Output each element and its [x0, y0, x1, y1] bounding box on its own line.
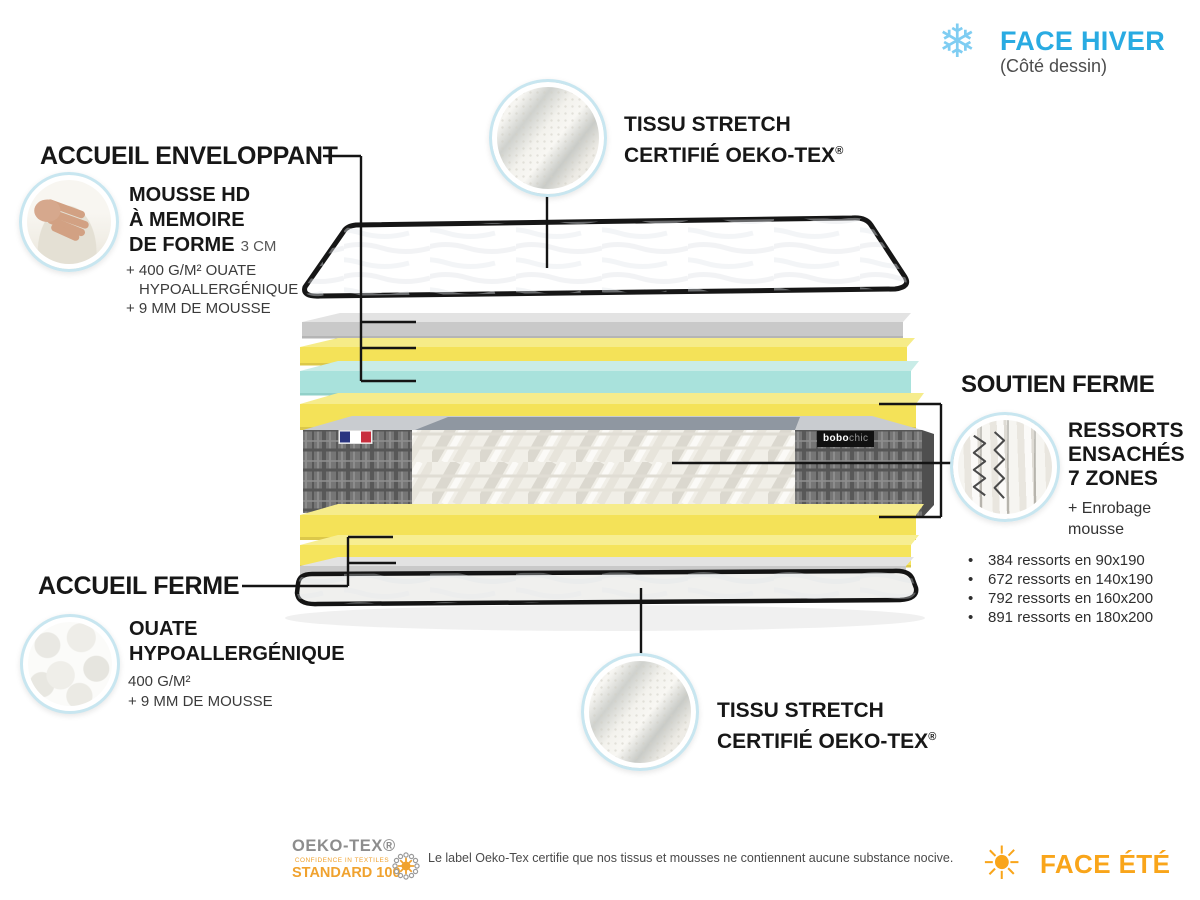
oeko-tex-logo: [292, 837, 401, 881]
ouate-line-2: HYPOALLERGÉNIQUE: [129, 643, 345, 665]
bobochic-brand-label: [817, 431, 874, 447]
ouate-name: [129, 617, 345, 667]
ressorts-line-2: ENSACHÉS: [1068, 443, 1185, 466]
ressorts-size-list: [962, 551, 1153, 627]
mousse-hd-name: [129, 183, 276, 259]
stack-shadow: [285, 605, 925, 631]
tissu-line-1: TISSU STRETCH: [624, 113, 791, 136]
ressorts-line-1: RESSORTS: [1068, 419, 1184, 442]
enrobage-details: [1068, 498, 1151, 540]
detail-line: HYPOALLERGÉNIQUE: [139, 281, 299, 298]
face-hiver-subtitle: (Côté dessin): [1000, 56, 1108, 76]
stretch-fabric-photo-top: [489, 79, 607, 197]
oeko-tex-standard: STANDARD 100: [292, 865, 401, 881]
foam-layer-yellow-3: [300, 504, 924, 540]
brand-bold: bobo: [823, 433, 850, 444]
enveloppant-details: [126, 261, 298, 318]
ressorts-size-item: • 672 ressorts en 140x190: [962, 570, 1153, 589]
ferme-details: [128, 672, 273, 712]
detail-line: + 9 MM DE MOUSSE: [128, 693, 273, 710]
ressorts-size-item: • 792 ressorts en 160x200: [962, 589, 1153, 608]
mousse-line-2: À MEMOIRE: [129, 209, 245, 231]
stretch-fabric-photo-bottom: [581, 653, 699, 771]
registered-mark: ®: [928, 731, 937, 743]
brand-light: chic: [849, 433, 869, 444]
tissu-line-2: CERTIFIÉ OEKO-TEX®: [624, 144, 844, 167]
spring-wire-icon: [953, 415, 1057, 519]
ressorts-size-item: • 384 ressorts en 90x190: [962, 551, 1153, 570]
registered-mark: ®: [835, 145, 844, 157]
sun-icon: ☀: [981, 837, 1023, 889]
french-flag-label: [339, 431, 372, 444]
enrobage-line-2: mousse: [1068, 521, 1125, 538]
oeko-tex-flower-icon: [391, 851, 421, 881]
face-hiver-title: FACE HIVER: [1000, 26, 1166, 56]
accueil-enveloppant-title: ACCUEIL ENVELOPPANT: [40, 142, 338, 170]
detail-line: + 9 MM DE MOUSSE: [126, 300, 271, 317]
tissu-stretch-top-label: [624, 112, 843, 169]
face-ete-title: FACE ÉTÉ: [1040, 849, 1171, 879]
top-mattress-panel: [305, 218, 907, 296]
oeko-tex-tagline: CONFIDENCE IN TEXTILES: [294, 857, 390, 864]
foam-layer-gray-1: [302, 313, 911, 339]
ouate-line-1: OUATE: [129, 618, 198, 640]
foam-layer-teal: [300, 361, 919, 396]
footer-caption: Le label Oeko-Tex certifie que nos tissus et mousses ne contiennent aucune substance nocive.: [428, 851, 954, 865]
ressorts-line-3: 7 ZONES: [1068, 467, 1158, 490]
bottom-mattress-panel: [297, 571, 916, 604]
soutien-ferme-title: SOUTIEN FERME: [961, 371, 1155, 398]
detail-line: + 400 G/M² OUATE: [126, 262, 257, 279]
mousse-thickness: 3 CM: [240, 238, 277, 255]
accueil-ferme-title: ACCUEIL FERME: [38, 572, 240, 600]
snowflake-icon: ❄: [938, 15, 977, 67]
pocket-springs-photo: [950, 412, 1060, 522]
mousse-line-1: MOUSSE HD: [129, 184, 251, 206]
mousse-line-3: DE FORME 3 CM: [129, 234, 277, 256]
oeko-tex-brand: OEKO-TEX®: [292, 837, 396, 855]
hand-icon: [22, 175, 116, 269]
tissu-line-1: TISSU STRETCH: [717, 699, 884, 722]
tissu-stretch-bottom-label: [717, 697, 936, 755]
ressorts-name: [1068, 419, 1185, 491]
ressorts-size-item: • 891 ressorts en 180x200: [962, 608, 1153, 627]
enrobage-line-1: + Enrobage: [1068, 500, 1152, 517]
memory-foam-hand-photo: [19, 172, 119, 272]
detail-line: 400 G/M²: [128, 673, 191, 690]
tissu-line-2: CERTIFIÉ OEKO-TEX®: [717, 730, 937, 753]
ouate-photo: [20, 614, 120, 714]
